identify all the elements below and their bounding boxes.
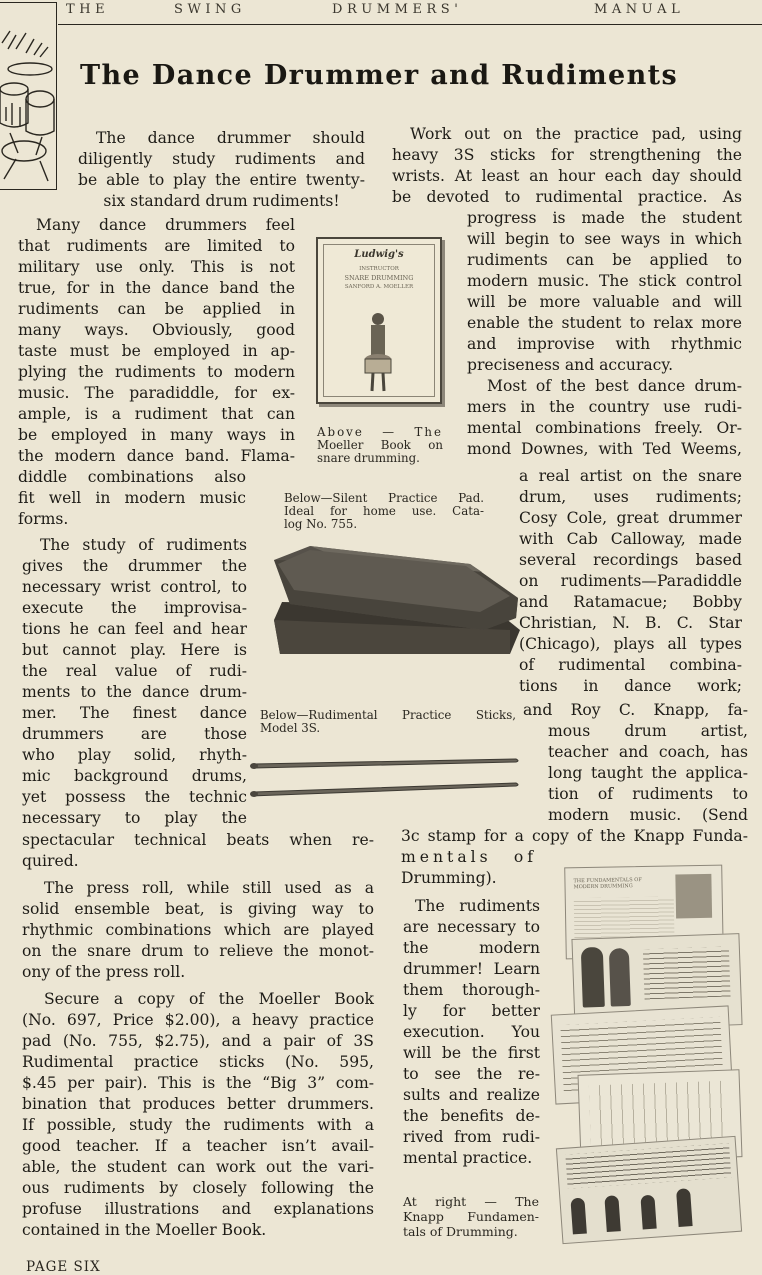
text-line: rudiments can be applied in <box>18 300 295 318</box>
text-line: heavy 3S sticks for strengthening the <box>392 146 742 164</box>
practice-pad-image <box>270 542 526 662</box>
text-line: the real value of rudi- <box>22 662 247 680</box>
text-line: Secure a copy of the Moeller Book <box>44 990 374 1008</box>
page-title: The Dance Drummer and Rudiments <box>80 60 679 91</box>
text-line: with Cab Calloway, made <box>519 530 742 548</box>
text-line: sults and realize <box>403 1086 540 1104</box>
text-line: to see the re- <box>403 1065 540 1083</box>
text-line: are necessary to <box>403 918 540 936</box>
text-line: contained in the Moeller Book. <box>22 1221 267 1239</box>
caption-line: log No. 755. <box>284 517 358 531</box>
text-line: six standard drum rudiments! <box>103 192 340 210</box>
col1-block-a <box>18 215 295 467</box>
text-line: $.45 per pair). This is the “Big 3” com- <box>22 1074 374 1092</box>
caption-line: Below—Silent Practice Pad. <box>284 491 484 505</box>
text-line: ony of the press roll. <box>22 963 186 981</box>
caption-line: Ideal for home use. Cata- <box>284 504 484 518</box>
text-line: be able to play the entire twenty- <box>78 171 365 189</box>
text-line: The rudiments <box>415 897 540 915</box>
text-line: be devoted to rudimental practice. As <box>392 188 742 206</box>
text-line: pad (No. 755, $2.75), and a pair of 3S <box>22 1032 374 1050</box>
practice-sticks-image <box>248 752 522 800</box>
text-line: of rudimental combina- <box>519 656 742 674</box>
text-line: Work out on the practice pad, using <box>410 125 742 143</box>
text-line: spectacular technical beats when re- <box>22 831 374 849</box>
text-line: mous drum artist, <box>548 722 748 740</box>
col1-block-b <box>18 467 246 530</box>
text-line: mic background drums, <box>22 767 247 785</box>
col2-block-b <box>467 208 742 460</box>
header-word-swing: S W I N G <box>174 2 242 17</box>
text-line: and Ratamacue; Bobby <box>519 593 742 611</box>
text-line: true, for in the dance band the <box>18 279 295 297</box>
text-line: mond Downes, with Ted Weems, <box>467 440 742 458</box>
text-line: able, the student can work out the vari- <box>22 1158 374 1176</box>
text-line: ments to the dance drum- <box>22 683 247 701</box>
text-line: several recordings based <box>519 551 742 569</box>
knapp-cover-title: THE FUNDAMENTALS OF <box>573 877 642 885</box>
text-line: rhythmic combinations which are played <box>22 921 374 939</box>
text-line: rudiments can be applied to <box>467 251 742 269</box>
text-line: plying the rudiments to modern <box>18 363 295 381</box>
caption-line: tals of Drumming. <box>403 1224 518 1239</box>
text-line: ous rudiments by closely following the <box>22 1179 374 1197</box>
drum-kit-icon <box>0 3 56 189</box>
text-line: Drumming). <box>401 869 497 887</box>
text-line: drummers are those <box>22 725 247 743</box>
text-line: preciseness and accuracy. <box>467 356 674 374</box>
header-rule <box>58 24 762 25</box>
book-line: SANFORD A. MOELLER <box>344 284 414 290</box>
text-line: drummer! Learn <box>403 960 540 978</box>
text-line: be employed in many ways in <box>18 426 295 444</box>
text-line: solid ensemble beat, is giving way to <box>22 900 374 918</box>
caption-line: Model 3S. <box>260 721 321 735</box>
col2-block-e <box>548 721 748 826</box>
caption-line: Moeller Book on <box>317 438 443 452</box>
col1-block-d <box>22 830 374 1241</box>
caption-line: Above — The <box>317 425 443 439</box>
text-line: enable the student to relax more <box>467 314 742 332</box>
text-line: The press roll, while still used as a <box>44 879 374 897</box>
text-line: modern music. (Send <box>548 806 748 824</box>
text-line: Most of the best dance drum- <box>487 377 742 395</box>
text-line: a real artist on the snare <box>519 467 742 485</box>
text-line: Many dance drummers feel <box>36 216 295 234</box>
text-line: progress is made the student <box>467 209 742 227</box>
text-line: taste must be employed in ap- <box>18 342 295 360</box>
intro-paragraph <box>78 128 365 212</box>
text-line: mentals of <box>401 848 537 866</box>
text-line: tions in dance work; <box>519 677 742 695</box>
text-line: ample, is a rudiment that can <box>18 405 295 423</box>
book-line: SNARE DRUMMING <box>344 274 414 282</box>
text-line: gives the drummer the <box>22 557 247 575</box>
book-line: INSTRUCTOR <box>359 266 399 272</box>
text-line: the benefits de- <box>403 1107 540 1125</box>
drum-kit-illustration <box>0 2 57 190</box>
col2-block-g <box>403 896 540 1169</box>
knapp-portrait <box>675 874 712 919</box>
sticks-caption <box>260 709 516 735</box>
text-line: execution. You <box>403 1023 540 1041</box>
knapp-cover-title: MODERN DRUMMING <box>573 883 633 891</box>
book-cover-text <box>318 265 440 292</box>
text-line: mental practice. <box>403 1149 533 1167</box>
caption-line: snare drumming. <box>317 451 420 465</box>
text-line: forms. <box>18 510 69 528</box>
caption-line: Knapp Fundamen- <box>403 1209 539 1224</box>
pad-caption <box>284 492 484 531</box>
knapp-page-5 <box>556 1136 742 1244</box>
text-line: (Chicago), plays all types <box>519 635 742 653</box>
text-line: wrists. At least an hour each day should <box>392 167 742 185</box>
page-number: PAGE SIX <box>26 1259 101 1275</box>
header-word-the: T H E <box>66 2 105 17</box>
text-line: necessary to play the <box>22 809 247 827</box>
text-line: fit well in modern music <box>18 489 246 507</box>
text-line: execute the improvisa- <box>22 599 247 617</box>
text-line: teacher and coach, has <box>548 743 748 761</box>
text-line: diddle combinations also <box>18 468 246 486</box>
text-line: Cosy Cole, great drummer <box>519 509 742 527</box>
text-line: will be the first <box>403 1044 540 1062</box>
text-line: will begin to see ways in which <box>467 230 742 248</box>
text-line: The study of rudiments <box>40 536 247 554</box>
text-line: the modern <box>403 939 540 957</box>
text-line: military use only. This is not <box>18 258 295 276</box>
text-line: tions he can feel and hear <box>22 620 247 638</box>
text-line: Christian, N. B. C. Star <box>519 614 742 632</box>
text-line: 3c stamp for a copy of the Knapp Funda- <box>401 827 748 845</box>
caption-line: Below—Rudimental Practice Sticks, <box>260 708 516 722</box>
text-line: bination that produces better drummers. <box>22 1095 374 1113</box>
caption-line: At right — The <box>403 1194 539 1209</box>
text-line: and Roy C. Knapp, fa- <box>523 701 748 719</box>
text-line: on the snare drum to relieve the monot- <box>22 942 374 960</box>
text-line: them thorough- <box>403 981 540 999</box>
text-line: mental combinations freely. Or- <box>467 419 742 437</box>
text-line: that rudiments are limited to <box>18 237 295 255</box>
text-line: the modern dance band. Flama- <box>18 447 295 465</box>
text-line: music. The paradiddle, for ex- <box>18 384 295 402</box>
text-line: rived from rudi- <box>403 1128 540 1146</box>
text-line: and improvise with rhythmic <box>467 335 742 353</box>
text-line: ly for better <box>403 1002 540 1020</box>
book-brand: Ludwig's <box>354 249 404 260</box>
col2-block-c <box>519 466 742 697</box>
text-line: long taught the applica- <box>548 764 748 782</box>
text-line: necessary wrist control, to <box>22 578 247 596</box>
text-line: The dance drummer should <box>96 129 365 147</box>
text-line: If possible, study the rudiments with a <box>22 1116 374 1134</box>
knapp-caption <box>403 1194 539 1239</box>
col1-block-c <box>22 535 247 829</box>
drummer-figure-icon <box>358 309 398 393</box>
text-line: mers in the country use rudi- <box>467 398 742 416</box>
text-line: good teacher. If a teacher isn’t avail- <box>22 1137 374 1155</box>
text-line: yet possess the technic <box>22 788 247 806</box>
text-line: but cannot play. Here is <box>22 641 247 659</box>
running-header <box>60 2 750 22</box>
text-line: (No. 697, Price $2.00), a heavy practice <box>22 1011 374 1029</box>
text-line: who play solid, rhyth- <box>22 746 247 764</box>
text-line: on rudiments—Paradiddle <box>519 572 742 590</box>
text-line: tion of rudiments to <box>548 785 748 803</box>
header-word-manual: M A N U A L <box>594 2 680 17</box>
col2-block-a <box>392 124 742 208</box>
text-line: diligently study rudiments and <box>78 150 365 168</box>
book-caption <box>317 426 443 465</box>
text-line: profuse illustrations and explanations <box>22 1200 374 1218</box>
text-line: many ways. Obviously, good <box>18 321 295 339</box>
text-line: Rudimental practice sticks (No. 595, <box>22 1053 374 1071</box>
text-line: modern music. The stick control <box>467 272 742 290</box>
moeller-book-image <box>316 237 442 404</box>
text-line: mer. The finest dance <box>22 704 247 722</box>
text-line: will be more valuable and will <box>467 293 742 311</box>
text-line: drum, uses rudiments; <box>519 488 742 506</box>
header-word-drummers: D R U M M E R S ' <box>332 2 459 17</box>
col2-block-d <box>523 700 748 721</box>
text-line: quired. <box>22 852 79 870</box>
knapp-fundamentals-image <box>545 862 745 1242</box>
